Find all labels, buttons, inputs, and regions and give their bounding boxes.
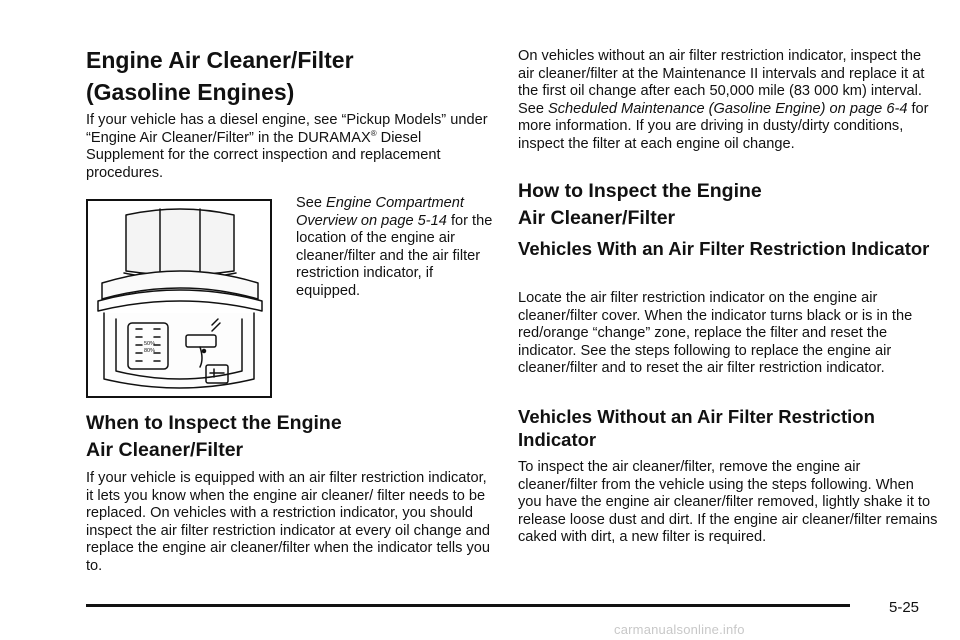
figure-caption — [296, 195, 496, 301]
footer-rule — [86, 604, 850, 607]
indicator-label-80: 80% — [144, 348, 156, 354]
section-title-line2: (Gasoline Engines) — [86, 79, 295, 105]
maintenance-roman-numeral: II — [750, 65, 759, 82]
no-indicator-text-a: On vehicles without an air filter restriction indicator, inspect the air cleaner/filter at the Maintenance — [518, 48, 922, 82]
see-rest: for the location of the engine air cleaner/filter and the air filter restriction indicator, if equipped. — [296, 212, 493, 299]
without-indicator-body: To inspect the air cleaner/filter, remove the engine air cleaner/filter from the vehicle using the steps following. When you have the engine air cleaner/filter removed, lightly shake it to release loose dust and dirt. If the engine air cleaner/filter remains caked with dirt, a new filter is required. — [518, 459, 938, 546]
diesel-note-text-end: Diesel Supplement for the correct inspection and replacement procedures. — [86, 129, 441, 181]
scheduled-maintenance-reference[interactable]: Scheduled Maintenance (Gasoline Engine) on page 6-4 — [548, 100, 908, 117]
section-title — [86, 44, 498, 108]
indicator-label-50: 50% — [144, 341, 156, 347]
when-title-line2: Air Cleaner/Filter — [86, 439, 244, 461]
air-filter-indicator-drawing — [88, 201, 270, 396]
with-indicator-heading: Vehicles With an Air Filter Restriction Indicator — [518, 238, 930, 259]
section-title-line1: Engine Air Cleaner/Filter — [86, 47, 354, 73]
when-to-inspect-title — [86, 410, 498, 464]
no-indicator-text-b: intervals and replace it at the first oil change after each 50,000 mile (83 000 km) interval. See — [518, 65, 925, 117]
no-indicator-text-c: for more information. If you are driving in dusty/dirty conditions, inspect the filter at each engine oil change. — [518, 100, 929, 152]
how-title-line1: How to Inspect the Engine — [518, 180, 762, 202]
diesel-note-paragraph — [86, 112, 498, 182]
diesel-note-text: If your vehicle has a diesel engine, see “Pickup Models” under “Engine Air Cleaner/Filter” in the DURAMAX — [86, 112, 488, 146]
with-indicator-body: Locate the air filter restriction indicator on the engine air cleaner/filter cover. When the indicator turns black or is in the red/orange “change” zone, replace the filter and reset the indicator. See the steps following to replace the engine air cleaner/filter and to reset the air filter restriction indicator. — [518, 290, 913, 377]
watermark: carmanualsonline.info — [614, 622, 745, 637]
engine-compartment-reference[interactable]: Engine Compartment Overview on page 5-14 — [296, 195, 464, 229]
when-title-line1: When to Inspect the Engine — [86, 412, 342, 434]
how-to-inspect-title — [518, 178, 938, 232]
see-label: See — [296, 195, 327, 211]
when-to-inspect-body: If your vehicle is equipped with an air filter restriction indicator, it lets you know when the engine air cleaner/ filter needs to be replaced. On vehicles with a restriction indicator, you should inspect the air filter restriction indicator at every oil change and replace the engine air cleaner/filter when the indicator tells you to. — [86, 470, 490, 574]
air-filter-indicator-illustration — [86, 199, 272, 398]
registered-mark: ® — [370, 128, 377, 138]
page-number: 5-25 — [889, 599, 920, 616]
no-indicator-paragraph — [518, 48, 938, 154]
without-indicator-heading: Vehicles Without an Air Filter Restriction Indicator — [518, 406, 875, 450]
figure-caption-text — [296, 195, 496, 301]
how-title-line2: Air Cleaner/Filter — [518, 207, 676, 229]
